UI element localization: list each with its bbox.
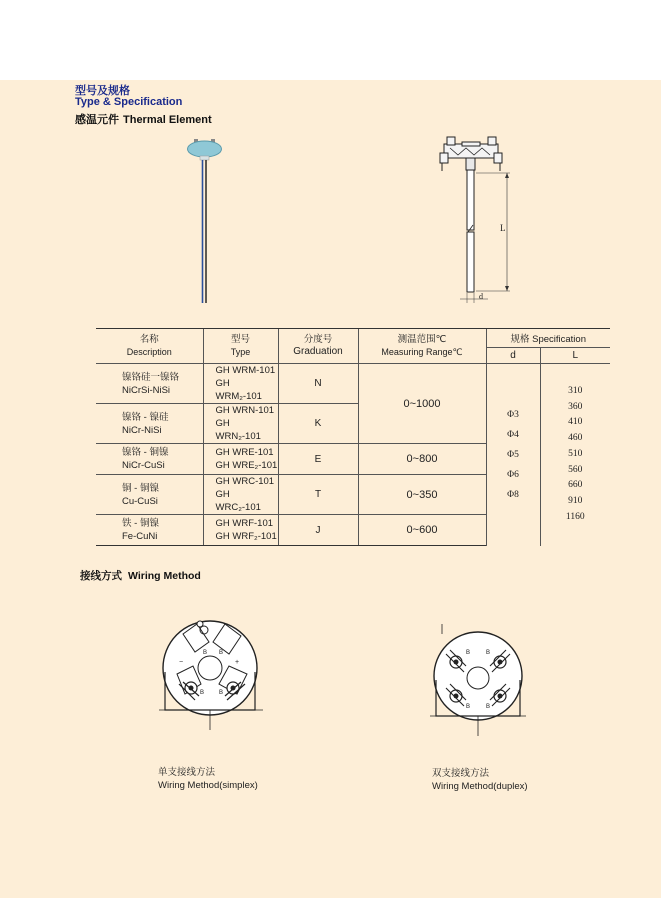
simplex-caption-cn: 单支接线方法 [158,767,216,778]
L-value: 360 [568,401,583,412]
thermal-element-illustration [180,135,230,305]
row-description [96,364,203,404]
d-values-cell [486,364,540,546]
range-cell: 0~350 [358,475,486,515]
header-graduation-en: Graduation [293,346,343,357]
d-value: Φ8 [507,489,519,500]
d-value: Φ4 [507,429,519,440]
terminal-b-label: B [219,650,224,656]
header-range-en: Measuring Range℃ [381,347,463,357]
type-code: GH WRN-101 [215,405,275,416]
L-value: 560 [568,464,583,475]
row-graduation: K [278,404,358,444]
type-code: GH WRE-101 [215,447,274,458]
desc-cn: 铁 - 铜镍 [122,518,159,529]
row-description [96,475,203,515]
type-code-duplex: GH WRN₂-101 [215,418,261,442]
header-d: d [486,348,540,364]
type-code-duplex: GH WRF₂-101 [215,531,277,542]
thermal-element-dimension-drawing [430,133,520,308]
row-type [203,404,278,444]
row-description [96,404,203,444]
L-value: 910 [568,496,583,506]
desc-en: Cu-CuSi [122,495,158,507]
header-description [96,329,203,364]
wiring-method-heading-cn: 接线方式 [80,570,122,582]
type-code: GH WRF-101 [215,518,274,529]
terminal-b-label: B [219,690,224,696]
desc-en: Fe-CuNi [122,531,158,542]
simplex-caption [158,766,258,792]
L-value: 410 [568,417,583,428]
row-type [203,475,278,515]
row-graduation: N [278,364,358,404]
row-graduation: J [278,515,358,546]
d-value: Φ6 [507,469,519,480]
duplex-caption [432,767,528,793]
type-code-duplex: GH WRE₂-101 [215,460,278,471]
header-range-cn: 测温范围℃ [397,334,447,345]
row-description [96,515,203,546]
dimension-d-label: d [479,292,483,301]
desc-en: NiCr-NiSi [122,424,162,436]
simplex-terminal-diagram [155,612,270,737]
specification-table [96,328,610,546]
terminal-b-label: B [466,650,471,656]
d-value: Φ5 [507,449,519,460]
type-code-duplex: GH WRC₂-101 [215,489,261,513]
range-cell: 0~1000 [358,364,486,444]
table-row [96,364,610,404]
header-specification: 规格 Specification [486,329,610,348]
header-L: L [540,348,610,364]
row-type [203,444,278,475]
header-type-cn: 型号 [230,334,250,345]
row-type [203,515,278,546]
simplex-caption-en: Wiring Method(simplex) [158,780,258,791]
section-title-en: Type & Specification [75,96,183,108]
terminal-b-label: B [486,704,491,710]
wiring-method-heading-en: Wiring Method [128,570,201,582]
minus-sign: − [179,659,184,666]
range-cell: 0~600 [358,515,486,546]
desc-en: NiCrSi-NiSi [122,384,171,396]
header-type-en: Type [230,347,251,357]
row-graduation: T [278,475,358,515]
header-graduation [278,329,358,364]
thermal-element-heading-cn: 感温元件 [75,114,119,126]
row-type [203,364,278,404]
section-title-cn: 型号及规格 [75,85,130,97]
desc-cn: 镍铬硅一镍铬 [122,371,180,383]
plus-sign: + [235,659,240,666]
header-description-en: Description [126,347,172,357]
duplex-caption-en: Wiring Method(duplex) [432,781,528,792]
header-graduation-cn: 分度号 [303,334,333,345]
duplex-terminal-diagram [428,622,528,742]
terminal-b-label: B [486,650,491,656]
thermal-element-heading-en: Thermal Element [123,114,212,126]
terminal-b-label: B [203,650,208,656]
header-range [358,329,486,364]
L-value: 310 [568,386,583,397]
desc-cn: 镍铬 - 铜镍 [122,447,169,458]
desc-cn: 镍铬 - 镍硅 [122,411,169,423]
d-value: Φ3 [507,409,519,420]
range-cell: 0~800 [358,444,486,475]
L-value: 1160 [565,511,585,522]
L-values-cell [540,364,610,546]
wiring-method-heading [80,568,201,583]
type-code: GH WRM-101 [215,365,276,376]
L-value: 660 [568,480,583,491]
terminal-b-label: B [200,690,205,696]
type-code: GH WRC-101 [215,476,275,487]
thermal-element-heading [75,111,212,127]
header-description-cn: 名称 [139,334,159,345]
L-value: 460 [568,433,583,444]
type-code-duplex: GH WRM₂-101 [215,378,262,402]
terminal-b-label: B [466,704,471,710]
header-type [203,329,278,364]
row-graduation: E [278,444,358,475]
desc-en: NiCr-CuSi [122,460,165,471]
desc-cn: 铜 - 铜镍 [122,482,159,494]
L-value: 510 [568,448,583,459]
row-description [96,444,203,475]
dimension-L-label: L [500,223,506,233]
duplex-caption-cn: 双支接线方法 [432,768,490,779]
